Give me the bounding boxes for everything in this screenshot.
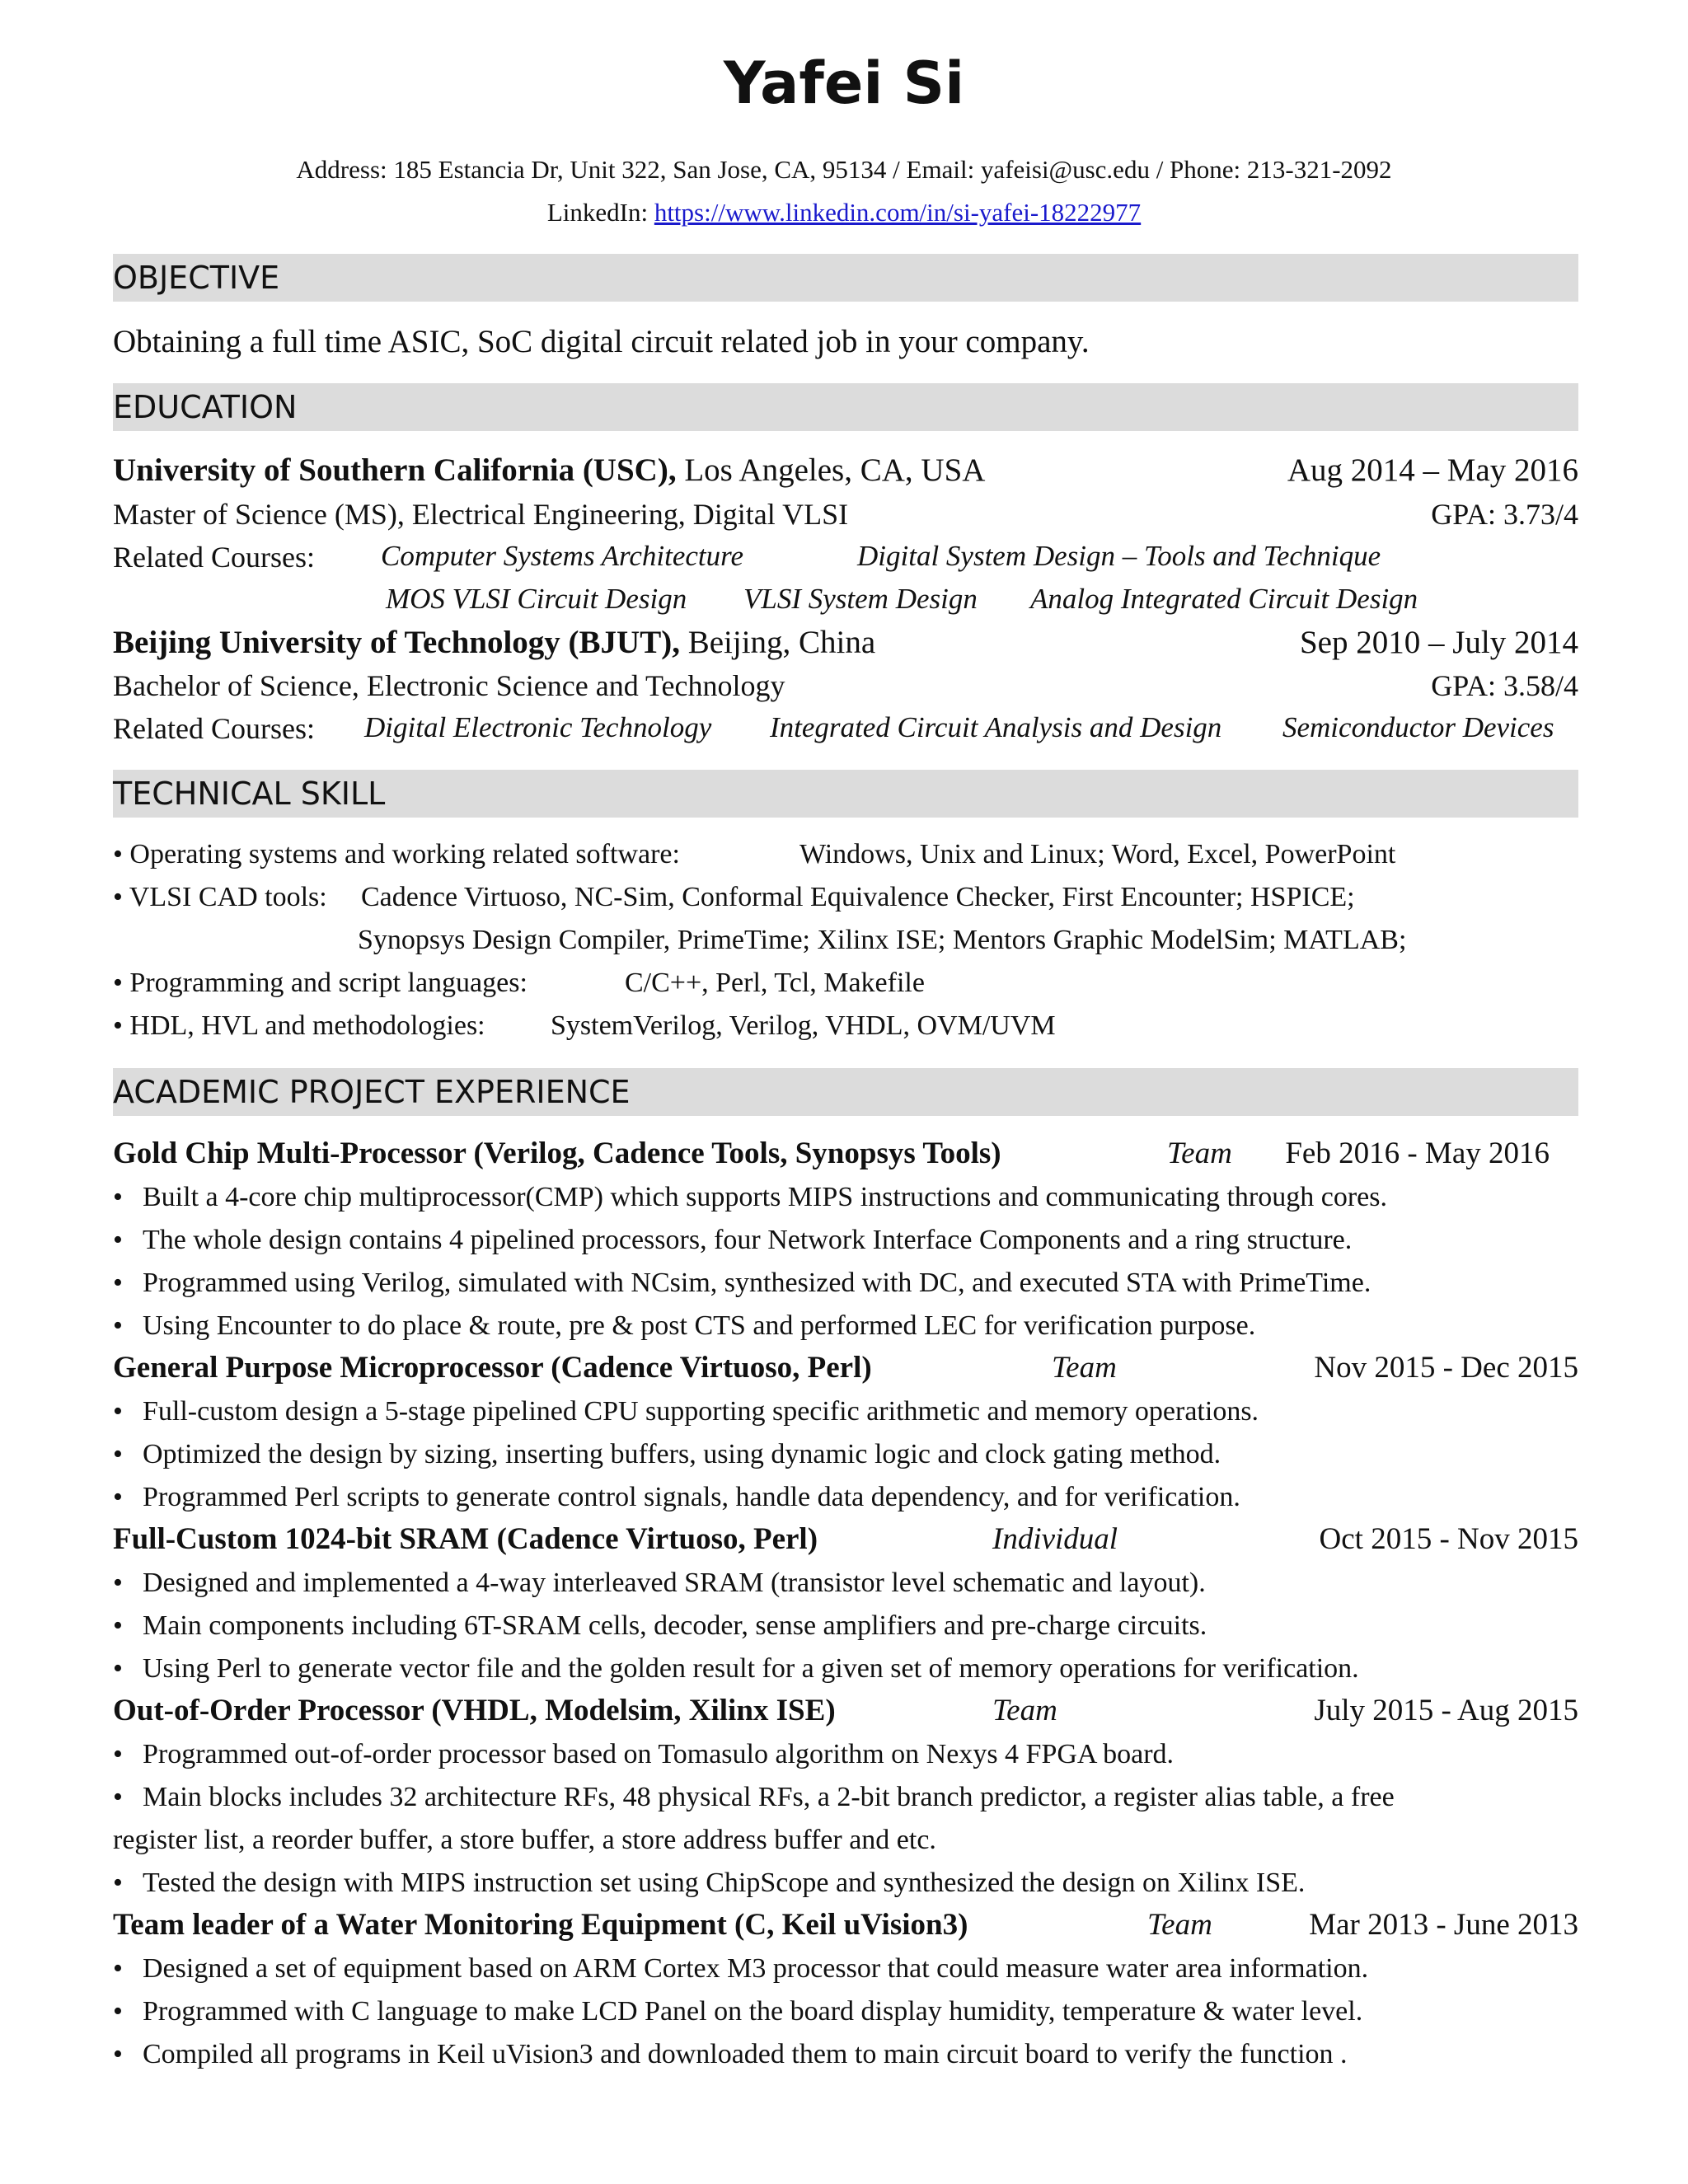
- contact-line: Address: 185 Estancia Dr, Unit 322, San Jose, CA, 95134 / Email: yafeisi@usc.edu / Phone: 213-321-2092: [296, 155, 1392, 184]
- section-title-projects: ACADEMIC PROJECT EXPERIENCE: [113, 1074, 631, 1110]
- project-bullet: • Main components including 6T-SRAM cells, decoder, sense amplifiers and pre-charge circuits.: [113, 1610, 1207, 1641]
- education-dates: Aug 2014 – May 2016: [1287, 452, 1578, 488]
- project-title: General Purpose Microprocessor (Cadence Virtuoso, Perl): [113, 1351, 872, 1385]
- education-degree: Master of Science (MS), Electrical Engineering, Digital VLSI: [113, 498, 849, 531]
- project-bullet: • Designed a set of equipment based on ARM Cortex M3 processor that could measure water area information.: [113, 1953, 1369, 1984]
- school-name: Beijing University of Technology (BJUT),: [113, 625, 680, 660]
- linkedin-line: [0, 198, 1688, 227]
- skill-value: Windows, Unix and Linux; Word, Excel, PowerPoint: [799, 839, 1396, 869]
- course-item: Computer Systems Architecture: [381, 540, 744, 572]
- course-item: VLSI System Design: [743, 583, 978, 615]
- course-item: Analog Integrated Circuit Design: [1030, 583, 1418, 615]
- project-bullet: • Full-custom design a 5-stage pipelined CPU supporting specific arithmetic and memory operations.: [113, 1396, 1259, 1427]
- education-gpa: GPA: 3.73/4: [1431, 498, 1578, 531]
- project-bullet: • The whole design contains 4 pipelined processors, four Network Interface Components and a ring structure.: [113, 1225, 1353, 1255]
- courses-label: Related Courses:: [113, 541, 315, 574]
- project-dates: Mar 2013 - June 2013: [1309, 1908, 1578, 1942]
- course-item: Integrated Circuit Analysis and Design: [770, 711, 1222, 743]
- school-name: University of Southern California (USC),: [113, 452, 677, 488]
- section-title-education: EDUCATION: [113, 389, 298, 425]
- linkedin-link[interactable]: https://www.linkedin.com/in/si-yafei-18222977: [654, 198, 1142, 227]
- project-bullet: • Programmed using Verilog, simulated with NCsim, synthesized with DC, and executed STA with PrimeTime.: [113, 1268, 1372, 1298]
- project-bullet: • Programmed out-of-order processor based on Tomasulo algorithm on Nexys 4 FPGA board.: [113, 1739, 1175, 1769]
- skill-value: SystemVerilog, Verilog, VHDL, OVM/UVM: [551, 1010, 1056, 1041]
- project-bullet: • Using Encounter to do place & route, pre & post CTS and performed LEC for verification purpose.: [113, 1310, 1256, 1341]
- education-bjut-heading: [113, 624, 875, 661]
- school-location: Beijing, China: [679, 625, 876, 660]
- project-role: Individual: [992, 1522, 1118, 1556]
- skill-value: C/C++, Perl, Tcl, Makefile: [625, 968, 925, 998]
- project-bullet: • Programmed Perl scripts to generate control signals, handle data dependency, and for verification.: [113, 1482, 1240, 1512]
- project-dates: Feb 2016 - May 2016: [1285, 1137, 1550, 1170]
- project-role: Team: [1147, 1908, 1212, 1942]
- course-item: MOS VLSI Circuit Design: [386, 583, 687, 615]
- project-dates: July 2015 - Aug 2015: [1314, 1694, 1578, 1727]
- linkedin-label: LinkedIn:: [546, 198, 654, 227]
- project-title: Full-Custom 1024-bit SRAM (Cadence Virtuoso, Perl): [113, 1522, 818, 1556]
- project-bullet: • Using Perl to generate vector file and the golden result for a given set of memory operations for verification.: [113, 1653, 1359, 1684]
- skill-value: Synopsys Design Compiler, PrimeTime; Xilinx ISE; Mentors Graphic ModelSim; MATLAB;: [358, 925, 1407, 955]
- objective-text: Obtaining a full time ASIC, SoC digital circuit related job in your company.: [113, 324, 1090, 359]
- education-gpa: GPA: 3.58/4: [1431, 669, 1578, 702]
- project-bullet: • Main blocks includes 32 architecture RFs, 48 physical RFs, a 2-bit branch predictor, a register alias table, a free: [113, 1782, 1395, 1812]
- course-item: Digital Electronic Technology: [364, 711, 712, 743]
- skill-label: • Programming and script languages:: [113, 968, 528, 998]
- project-bullet: • Compiled all programs in Keil uVision3 and downloaded them to main circuit board to verify the function .: [113, 2039, 1348, 2069]
- candidate-name: Yafei Si: [723, 49, 965, 117]
- project-title: Team leader of a Water Monitoring Equipment (C, Keil uVision3): [113, 1908, 968, 1942]
- project-bullet: • Designed and implemented a 4-way interleaved SRAM (transistor level schematic and layout).: [113, 1568, 1206, 1598]
- school-location: Los Angeles, CA, USA: [676, 452, 986, 488]
- skill-label: • HDL, HVL and methodologies:: [113, 1010, 485, 1041]
- course-item: Semiconductor Devices: [1282, 711, 1554, 743]
- course-item: Digital System Design – Tools and Technique: [857, 540, 1381, 572]
- education-dates: Sep 2010 – July 2014: [1299, 625, 1578, 660]
- project-bullet: • Tested the design with MIPS instruction set using ChipScope and synthesized the design on Xilinx ISE.: [113, 1868, 1306, 1898]
- project-role: Team: [992, 1694, 1057, 1727]
- skill-value: Cadence Virtuoso, NC-Sim, Conformal Equivalence Checker, First Encounter; HSPICE;: [361, 882, 1355, 912]
- project-role: Team: [1167, 1137, 1232, 1170]
- project-bullet: • Programmed with C language to make LCD Panel on the board display humidity, temperature & water level.: [113, 1996, 1363, 2027]
- section-title-skills: TECHNICAL SKILL: [113, 776, 386, 812]
- project-title: Gold Chip Multi-Processor (Verilog, Cadence Tools, Synopsys Tools): [113, 1137, 1001, 1170]
- project-title: Out-of-Order Processor (VHDL, Modelsim, Xilinx ISE): [113, 1694, 836, 1727]
- project-dates: Nov 2015 - Dec 2015: [1314, 1351, 1578, 1385]
- education-degree: Bachelor of Science, Electronic Science and Technology: [113, 669, 785, 702]
- education-usc-heading: [113, 452, 985, 489]
- section-bar-education: [113, 383, 1578, 431]
- courses-label: Related Courses:: [113, 712, 315, 745]
- project-bullet: • Optimized the design by sizing, inserting buffers, using dynamic logic and clock gating method.: [113, 1439, 1221, 1469]
- project-role: Team: [1052, 1351, 1117, 1385]
- skill-label: • VLSI CAD tools:: [113, 882, 327, 912]
- project-bullet: • Built a 4-core chip multiprocessor(CMP) which supports MIPS instructions and communicating through cores.: [113, 1182, 1387, 1212]
- project-dates: Oct 2015 - Nov 2015: [1319, 1522, 1578, 1556]
- skill-label: • Operating systems and working related software:: [113, 839, 680, 869]
- section-title-objective: OBJECTIVE: [113, 260, 280, 296]
- section-bar-objective: [113, 254, 1578, 302]
- project-bullet-continuation: register list, a reorder buffer, a store buffer, a store address buffer and etc.: [113, 1825, 936, 1855]
